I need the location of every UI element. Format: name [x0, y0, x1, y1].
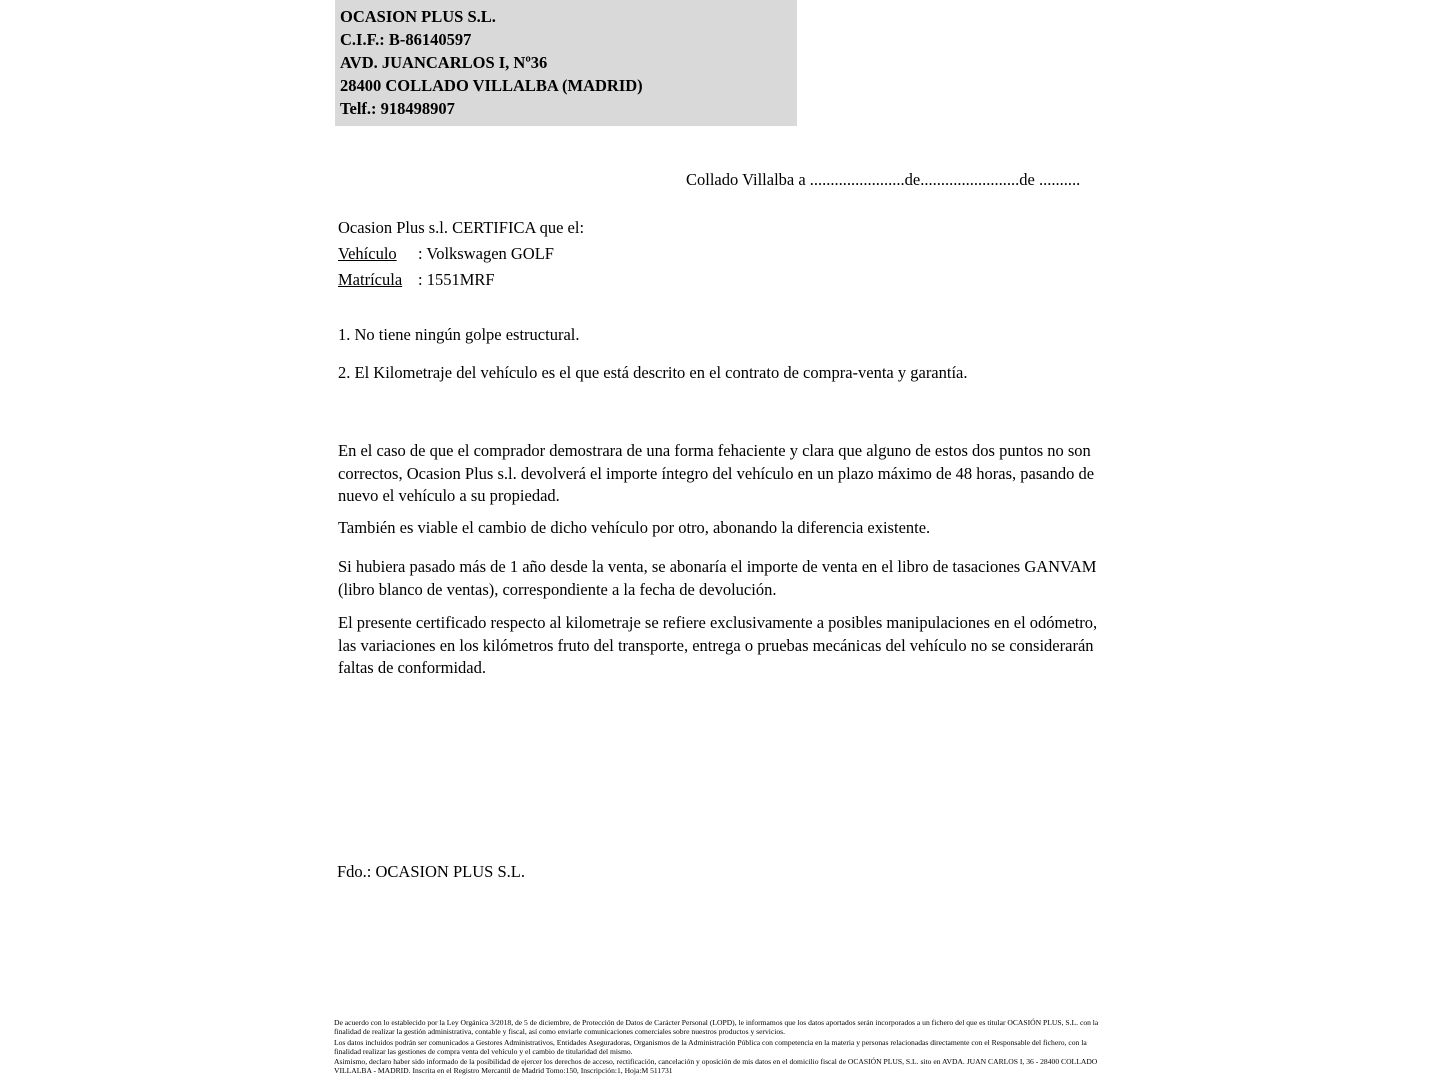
place-and-date-line: Collado Villalba a .......................de........................de .......... — [686, 170, 1081, 189]
letterhead-block — [335, 0, 797, 126]
legal-paragraph-1: De acuerdo con lo establecido por la Ley Orgánica 3/2018, de 5 de diciembre, de Protección de Datos de Carácter Personal (LOPD), le informamos que los datos aportados serán incorporados a un fichero del que es titular OCASIÓN PLUS, S.L. con la finalidad de realizar la gestión administrativa, contable y fiscal, así como enviarle comunicaciones comerciales sobre nuestros productos y servicios. — [334, 1018, 1099, 1037]
company-phone: Telf.: 918498907 — [340, 99, 455, 118]
plate-row — [338, 267, 584, 293]
company-street: AVD. JUANCARLOS I, Nº36 — [340, 53, 548, 72]
legal-footer — [334, 1018, 1099, 1077]
certification-point-2: 2. El Kilometraje del vehículo es el que está descrito en el contrato de compra-venta y garantía. — [338, 363, 968, 382]
certifies-intro: Ocasion Plus s.l. CERTIFICA que el: — [338, 218, 585, 237]
legal-paragraph-2: Los datos incluidos podrán ser comunicados a Gestores Administrativos, Entidades Aseguradoras, Organismos de la Administración Pública con competencia en la materia y personas relacionadas directamente con el Responsable del fichero, con la finalidad realizar las gestiones de compra venta del vehículo y el cambio de titularidad del mismo. — [334, 1037, 1087, 1056]
legal-paragraph-3: Asimismo, declaro haber sido informado de la posibilidad de ejercer los derechos de acceso, rectificación, cancelación y oposición de mis datos en el domicilio fiscal de OCASIÓN PLUS, S.L. sito en AVDA. JUAN CARLOS I, 36 - 28400 COLLADO VILLALBA - MADRID. Inscrita en el Registro Mercantil de Madrid Tomo:150, Inscripción:1, Hoja:M 511731 — [334, 1057, 1098, 1076]
certification-block — [338, 215, 584, 293]
paragraph-odometer-scope: El presente certificado respecto al kilometraje se refiere exclusivamente a posibles manipulaciones en el odómetro, las variaciones en los kilómetros fruto del transporte, entrega o pruebas mecánicas del vehículo no se considerarán faltas de conformidad. — [338, 613, 1098, 677]
plate-value: : 1551MRF — [418, 270, 495, 289]
certification-point-1: 1. No tiene ningún golpe estructural. — [338, 325, 580, 344]
paragraph-refund-terms: En el caso de que el comprador demostrara de una forma fehaciente y clara que alguno de estos dos puntos no son correctos, Ocasion Plus s.l. devolverá el importe íntegro del vehículo en un plazo máximo de 48 horas, pasando de nuevo el vehículo a su propiedad. — [338, 441, 1095, 505]
paragraph-exchange-option: También es viable el cambio de dicho vehículo por otro, abonando la diferencia existente. — [338, 518, 931, 537]
company-cif: C.I.F.: B-86140597 — [340, 30, 472, 49]
company-name: OCASION PLUS S.L. — [340, 7, 496, 26]
vehicle-row — [338, 241, 584, 267]
signature-line: Fdo.: OCASION PLUS S.L. — [337, 862, 525, 881]
vehicle-value: : Volkswagen GOLF — [418, 244, 554, 263]
paragraph-ganvam-valuation: Si hubiera pasado más de 1 año desde la venta, se abonaría el importe de venta en el libro de tasaciones GANVAM (libro blanco de ventas), correspondiente a la fecha de devolución. — [338, 557, 1097, 599]
vehicle-label: Vehículo — [338, 244, 397, 263]
company-city: 28400 COLLADO VILLALBA (MADRID) — [340, 76, 643, 95]
plate-label: Matrícula — [338, 270, 403, 289]
